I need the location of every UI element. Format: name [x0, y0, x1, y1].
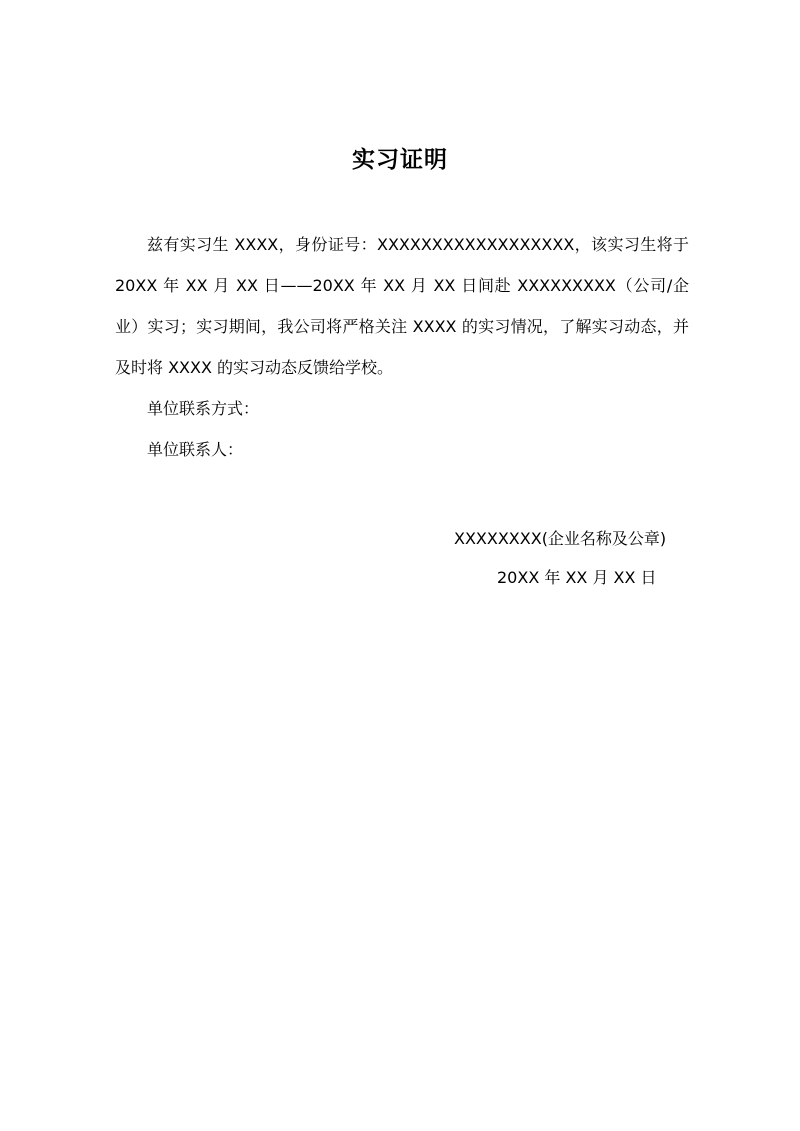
contact-person-line: 单位联系人： [147, 440, 244, 459]
document-title: 实习证明 [352, 147, 448, 173]
company-name-and-seal: XXXXXXXX(企业名称及公章) [454, 529, 667, 548]
certificate-paragraph: 兹有实习生 XXXX，身份证号：XXXXXXXXXXXXXXXXXX，该实习生将于 20XX 年 XX 月 XX 日——20XX 年 XX 月 XX 日间赴 XXXXXXXXX（公司/企业）实习；实习期间，我公司将严格关注 XXXX 的实习情况，了解实习动态，并及时将 XXXX 的实习动态反馈给学校。 [115, 235, 689, 377]
document-body [115, 224, 689, 470]
signature-date: 20XX 年 XX 月 XX 日 [497, 568, 657, 587]
contact-method-line: 单位联系方式： [147, 399, 260, 418]
